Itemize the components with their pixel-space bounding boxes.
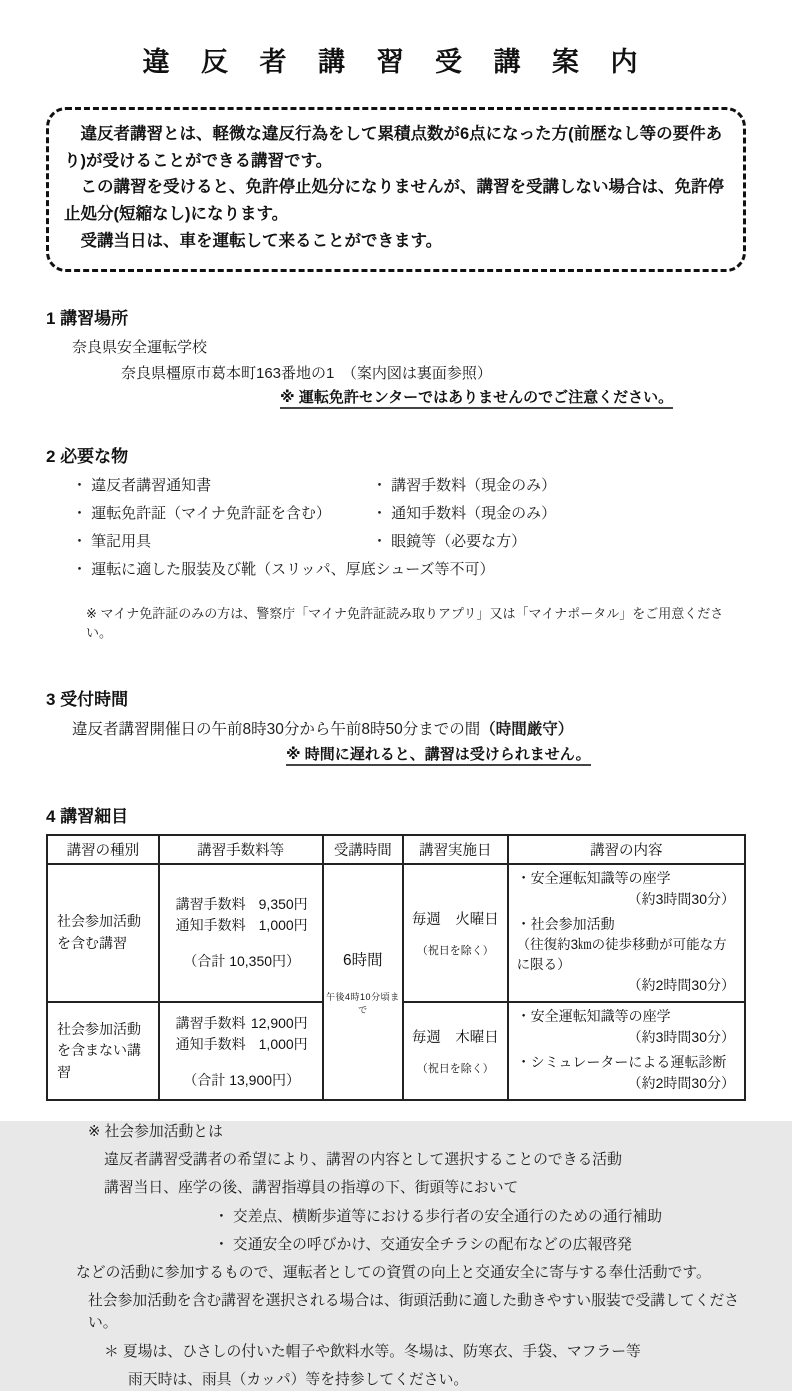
required-items-list bbox=[46, 474, 746, 579]
content-item: ・社会参加活動 bbox=[516, 915, 615, 932]
footnote-seasonal-note: ＊ 夏場は、ひさしの付いた帽子や飲料水等。冬場は、防寒衣、手袋、マフラー等 bbox=[104, 1343, 641, 1360]
course-time: 6時間 bbox=[343, 951, 383, 969]
col-header-fee: 講習手数料等 bbox=[159, 835, 323, 864]
fee-label: 講習手数料 bbox=[175, 1014, 246, 1031]
content-duration: （約2時間30分） bbox=[627, 977, 735, 994]
footnote-closing: 社会参加活動を含む講習を選択される場合は、街頭活動に適した動きやすい服装で受講してください。 bbox=[88, 1293, 740, 1332]
footnote-closing: などの活動に参加するもので、運転者としての資質の向上と交通安全に寄与する奉仕活動です。 bbox=[76, 1265, 711, 1282]
course-time-end: 午後4時10分頃まで bbox=[326, 991, 400, 1015]
footnote-bullet: ・ 交通安全の呼びかけ、交通安全チラシの配布などの広報啓発 bbox=[214, 1236, 632, 1253]
intro-paragraph-2: この講習を受けると、免許停止処分になりませんが、講習を受講しない場合は、免許停止処分(短縮なし)になります。 bbox=[64, 178, 724, 224]
content-item: ・安全運転知識等の座学 bbox=[516, 869, 671, 886]
fee-total: （合計 10,350円） bbox=[183, 953, 301, 970]
fee-amount: 9,350円 bbox=[258, 896, 308, 913]
course-type-with-activity: 社会参加活動を含む講習 bbox=[47, 864, 159, 1003]
fee-cell-row1 bbox=[159, 864, 323, 1003]
footnote-bullet: ・ 交差点、横断歩道等における歩行者の安全通行のための通行補助 bbox=[214, 1208, 663, 1225]
fee-label: 講習手数料 bbox=[175, 896, 246, 913]
reception-note-text: ※ 時間に遅れると、講習は受けられません。 bbox=[286, 746, 591, 766]
fee-line bbox=[176, 915, 308, 936]
item-notice-fee: ・ 通知手数料（現金のみ） bbox=[372, 504, 557, 522]
school-address: 奈良県橿原市葛本町163番地の1 （案内図は裏面参照） bbox=[121, 364, 492, 382]
course-day-cell-row1 bbox=[403, 864, 508, 1003]
footnote-title: ※ 社会参加活動とは bbox=[88, 1124, 223, 1141]
course-day-note: （祝日を除く） bbox=[416, 1063, 494, 1076]
reception-time-normal: 違反者講習開催日の午前8時30分から午前8時50分までの間 bbox=[72, 720, 481, 738]
section-reception-time bbox=[46, 685, 746, 764]
reception-time-text bbox=[46, 717, 746, 739]
course-day-cell-row2 bbox=[403, 1002, 508, 1100]
section-reception-heading: 3 受付時間 bbox=[46, 689, 129, 709]
col-header-content: 講習の内容 bbox=[508, 835, 745, 864]
col-header-type: 講習の種別 bbox=[47, 835, 159, 864]
item-lecture-fee: ・ 講習手数料（現金のみ） bbox=[372, 476, 557, 494]
reception-time-strict: （時間厳守） bbox=[480, 720, 574, 738]
maina-license-note: ※ マイナ免許証のみの方は、警察庁「マイナ免許証読み取りアプリ」又は「マイナポータル」をご用意ください。 bbox=[86, 605, 724, 640]
fee-amount: 1,000円 bbox=[258, 1035, 308, 1052]
col-header-time: 受講時間 bbox=[323, 835, 403, 864]
location-note bbox=[46, 386, 746, 407]
course-content-cell-row2 bbox=[508, 1002, 745, 1100]
fee-amount: 1,000円 bbox=[258, 917, 308, 934]
content-duration: （約3時間30分） bbox=[627, 1029, 735, 1046]
fee-cell-row2 bbox=[159, 1002, 323, 1100]
footnote-line: 違反者講習受講者の希望により、講習の内容として選択することのできる活動 bbox=[104, 1152, 622, 1169]
section-location bbox=[46, 304, 746, 407]
section-location-heading: 1 講習場所 bbox=[46, 308, 129, 328]
item-row bbox=[72, 474, 746, 495]
content-condition: （往復約3㎞の徒歩移動が可能な方に限る） bbox=[516, 936, 727, 972]
item-row bbox=[72, 530, 746, 551]
section-items-heading: 2 必要な物 bbox=[46, 446, 129, 466]
course-details-table bbox=[46, 834, 746, 1102]
item-row bbox=[72, 502, 746, 523]
table-row bbox=[47, 864, 745, 1003]
footnote-line: 講習当日、座学の後、講習指導員の指導の下、街頭等において bbox=[104, 1180, 519, 1197]
fee-line bbox=[176, 894, 308, 915]
item-row bbox=[72, 558, 746, 579]
footnote-block bbox=[46, 1121, 746, 1391]
reception-note bbox=[46, 743, 746, 764]
content-item: ・シミュレーターによる運転診断 bbox=[516, 1054, 727, 1071]
course-time-cell bbox=[323, 864, 403, 1101]
school-name: 奈良県安全運転学校 bbox=[72, 338, 208, 356]
content-item: ・安全運転知識等の座学 bbox=[516, 1008, 671, 1025]
intro-dashed-box bbox=[46, 107, 746, 272]
course-type-without-activity: 社会参加活動を含まない講習 bbox=[47, 1002, 159, 1100]
section-course-details bbox=[46, 802, 746, 1102]
item-notification: ・ 違反者講習通知書 bbox=[72, 476, 212, 494]
fee-label: 通知手数料 bbox=[175, 917, 246, 934]
course-day: 毎週 火曜日 bbox=[411, 911, 499, 928]
table-header-row bbox=[47, 835, 745, 864]
fee-total: （合計 13,900円） bbox=[183, 1071, 301, 1088]
content-duration: （約3時間30分） bbox=[627, 890, 735, 907]
item-writing-tools: ・ 筆記用具 bbox=[72, 532, 152, 550]
fee-line bbox=[176, 1013, 308, 1034]
intro-paragraph-1: 違反者講習とは、軽微な違反行為をして累積点数が6点になった方(前歴なし等の要件あり)が受けることができる講習です。 bbox=[64, 125, 723, 170]
footnote-rain-note: 雨天時は、雨具（カッパ）等を持参してください。 bbox=[128, 1371, 469, 1388]
fee-amount: 12,900円 bbox=[250, 1014, 308, 1031]
course-day-note: （祝日を除く） bbox=[416, 944, 494, 957]
course-content-cell-row1 bbox=[508, 864, 745, 1003]
fee-line bbox=[176, 1034, 308, 1055]
intro-paragraph-3: 受講当日は、車を運転して来ることができます。 bbox=[80, 231, 443, 250]
content-duration: （約2時間30分） bbox=[627, 1075, 735, 1092]
item-license: ・ 運転免許証（マイナ免許証を含む） bbox=[72, 504, 331, 522]
col-header-day: 講習実施日 bbox=[403, 835, 508, 864]
page-title: 違 反 者 講 習 受 講 案 内 bbox=[142, 47, 650, 77]
section-details-heading: 4 講習細目 bbox=[46, 806, 129, 826]
item-clothing: ・ 運転に適した服装及び靴（スリッパ、厚底シューズ等不可） bbox=[72, 560, 495, 578]
course-day: 毎週 木曜日 bbox=[411, 1030, 499, 1047]
section-required-items bbox=[46, 442, 746, 641]
item-glasses: ・ 眼鏡等（必要な方） bbox=[372, 532, 527, 550]
fee-label: 通知手数料 bbox=[175, 1035, 246, 1052]
location-note-text: ※ 運転免許センターではありませんのでご注意ください。 bbox=[280, 389, 673, 409]
